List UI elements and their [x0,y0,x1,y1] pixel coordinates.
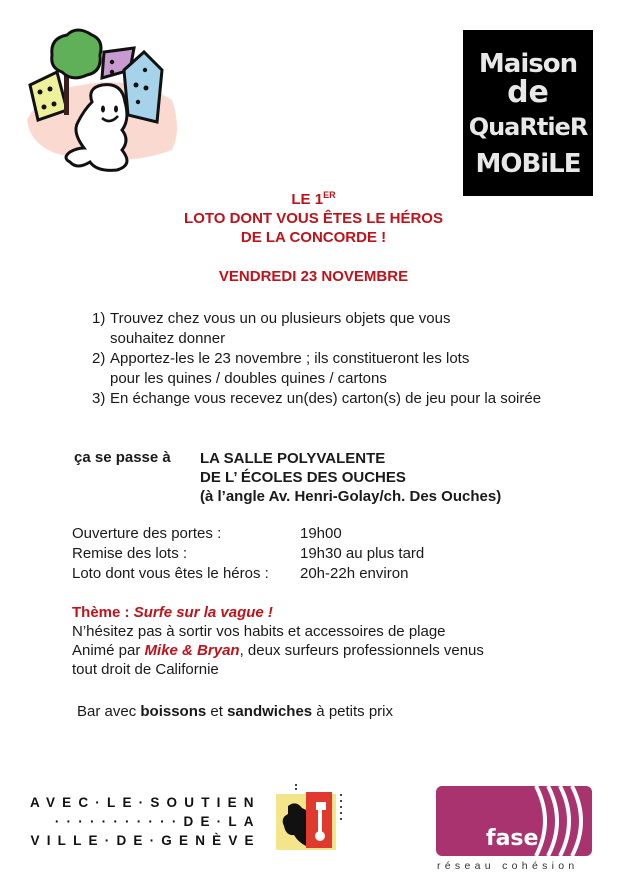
step-text: Apportez-les le 23 novembre ; ils constitueront les lots pour les quines / doubles quines / cartons [110,350,470,387]
step-number: 1) [92,310,106,327]
fase-logo [436,786,592,856]
step-text: En échange vous recevez un(des) carton(s) de jeu pour la soirée [110,390,542,407]
ghost-houses-illustration [22,10,182,180]
svg-text:MOBiLE: MOBiLE [475,149,581,179]
fase-caption: réseau cohésion [437,860,579,872]
ville-de-geneve-text [30,793,261,850]
venue-label: ça se passe à [74,449,171,466]
schedule [72,524,424,584]
schedule-label: Ouverture des portes : [72,525,222,542]
title-line1-prefix: LE 1 [291,191,324,208]
schedule-label: Loto dont vous êtes le héros : [72,565,269,582]
geneva-line3: VILLE·DE·GENÈVE [30,833,261,848]
bar-prefix: Bar avec [77,703,141,720]
geneva-line2: ···········DE·LA [54,814,261,829]
bar-suffix: à petits prix [312,703,394,720]
theme-line3-prefix: Animé par [72,642,145,659]
schedule-value: 19h00 [300,525,342,542]
step-number: 3) [92,390,106,407]
schedule-label: Remise des lots : [72,545,188,562]
event-date: VENDREDI 23 NOVEMBRE [218,268,409,285]
theme-line4: tout droit de Californie [72,661,219,678]
svg-text:QuaRtieR: QuaRtieR [468,113,588,141]
theme-value: Surfe sur la vague ! [133,604,273,621]
title-line1 [0,191,627,210]
venue-address [200,449,501,506]
fase-logo-text: fase [486,826,539,851]
schedule-value: 20h-22h environ [300,565,409,582]
theme-line [72,603,592,622]
bar-item-sandwiches: sandwiches [227,703,313,720]
theme-block [72,603,592,679]
venue-line1: LA SALLE POLYVALENTE [200,450,386,467]
svg-text:Maison: Maison [478,49,578,79]
animators-names: Mike & Bryan [144,642,240,659]
schedule-value: 19h30 au plus tard [300,545,425,562]
title-line2: LOTO DONT VOUS ÊTES LE HÉROS [184,210,443,227]
title-line1-sup: ER [323,190,336,200]
bar-line [77,703,393,720]
list-item [92,309,562,349]
theme-line2: N’hésitez pas à sortir vos habits et accessoires de plage [72,623,446,640]
theme-label: Thème : [72,604,134,621]
svg-text:de: de [507,75,549,110]
title-line3: DE LA CONCORDE ! [240,229,387,246]
maison-de-quartier-mobile-logo [463,30,593,196]
venue-line2: DE L’ ÉCOLES DES OUCHES [200,469,406,486]
bar-item-drinks: boissons [140,703,207,720]
theme-line3 [72,641,592,660]
step-number: 2) [92,350,106,367]
schedule-row [72,544,424,564]
venue-line3: (à l’angle Av. Henri-Golay/ch. Des Ouches) [200,488,502,505]
geneva-line1: AVEC·LE·SOUTIEN [30,795,261,810]
bar-mid: et [206,703,228,720]
list-item [92,349,562,389]
step-text: Trouvez chez vous un ou plusieurs objets que vous souhaitez donner [110,310,451,347]
steps-list [92,309,562,409]
list-item [92,389,562,409]
schedule-row [72,524,424,544]
schedule-row [72,564,424,584]
theme-line3-suffix: , deux surfeurs professionnels venus [239,642,484,659]
geneva-coat-of-arms-icon [268,780,348,855]
